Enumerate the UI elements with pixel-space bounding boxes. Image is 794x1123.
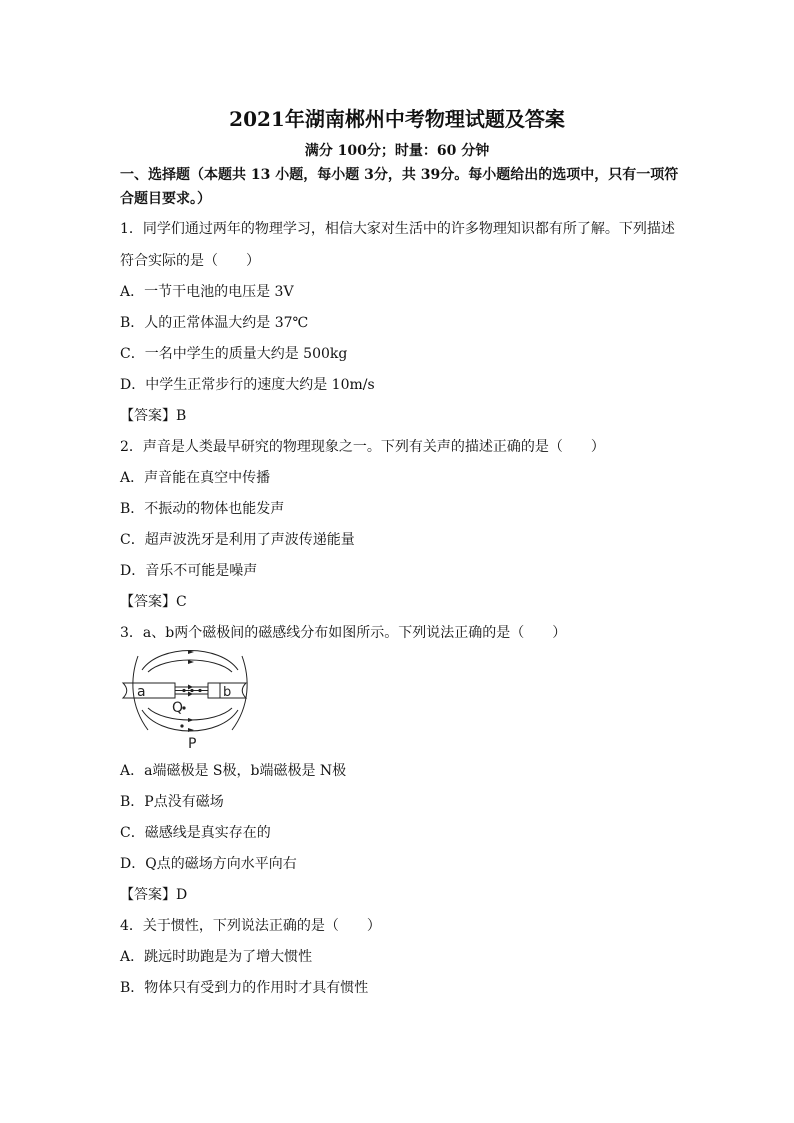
question-3-stem: 3．a、b两个磁极间的磁感线分布如图所示。下列说法正确的是（ ） <box>120 625 567 641</box>
question-3-option-b: B．P点没有磁场 <box>120 794 224 810</box>
question-1-answer: 【答案】B <box>120 408 187 424</box>
question-1-option-a: A．一节干电池的电压是 3V <box>120 284 294 300</box>
label-b: b <box>223 685 232 700</box>
question-3-option-a: A．a端磁极是 S极，b端磁极是 N极 <box>120 763 347 779</box>
field-line-bottom-inner <box>148 708 232 720</box>
dot-1 <box>182 689 185 692</box>
section-heading-line2: 合题目要求。） <box>120 191 211 207</box>
magnet-a-body <box>123 683 175 698</box>
magnet-b-end <box>208 683 220 698</box>
point-p-dot <box>180 724 183 727</box>
arrow-straight-3 <box>188 692 193 697</box>
question-3-option-c: C．磁感线是真实存在的 <box>120 825 271 841</box>
question-4-option-b: B．物体只有受到力的作用时才具有惯性 <box>120 980 369 996</box>
magnetic-field-figure <box>120 648 260 756</box>
arrow-straight-1 <box>188 685 193 690</box>
label-a: a <box>137 684 146 700</box>
question-1-option-c: C．一名中学生的质量大约是 500kg <box>120 346 348 362</box>
question-2-answer: 【答案】C <box>120 594 187 610</box>
label-q: Q <box>172 700 184 716</box>
question-2-option-c: C．超声波洗牙是利用了声波传递能量 <box>120 532 355 548</box>
dot-2 <box>190 689 193 692</box>
question-2-option-b: B．不振动的物体也能发声 <box>120 501 285 517</box>
arrow-bottom-inner <box>188 718 194 722</box>
section-heading-line1: 一、选择题（本题共 13 小题，每小题 3分，共 39分。每小题给出的选项中，只有一项符 <box>120 167 679 183</box>
question-2-option-d: D．音乐不可能是噪声 <box>120 563 258 579</box>
question-1-stem-line2: 符合实际的是（ ） <box>120 253 260 269</box>
question-1-option-b: B．人的正常体温大约是 37℃ <box>120 315 309 331</box>
question-2-option-a: A．声音能在真空中传播 <box>120 470 271 486</box>
field-line-right-side <box>232 656 247 730</box>
question-4-option-a: A．跳远时助跑是为了增大惯性 <box>120 949 313 965</box>
question-3-answer: 【答案】D <box>120 887 188 903</box>
label-p: P <box>188 736 197 752</box>
page-title: 2021年湖南郴州中考物理试题及答案 <box>229 107 565 131</box>
page-subtitle: 满分 100分；时量：60 分钟 <box>304 143 490 159</box>
arrow-top-inner <box>188 660 194 664</box>
dot-3 <box>198 689 201 692</box>
question-2-stem: 2．声音是人类最早研究的物理现象之一。下列有关声的描述正确的是（ ） <box>120 439 605 455</box>
question-1-stem-line1: 1．同学们通过两年的物理学习，相信大家对生活中的许多物理知识都有所了解。下列描述 <box>120 221 675 237</box>
question-3-option-d: D．Q点的磁场方向水平向右 <box>120 856 297 872</box>
question-4-stem: 4．关于惯性，下列说法正确的是（ ） <box>120 918 381 934</box>
question-1-option-d: D．中学生正常步行的速度大约是 10m/s <box>120 377 375 393</box>
